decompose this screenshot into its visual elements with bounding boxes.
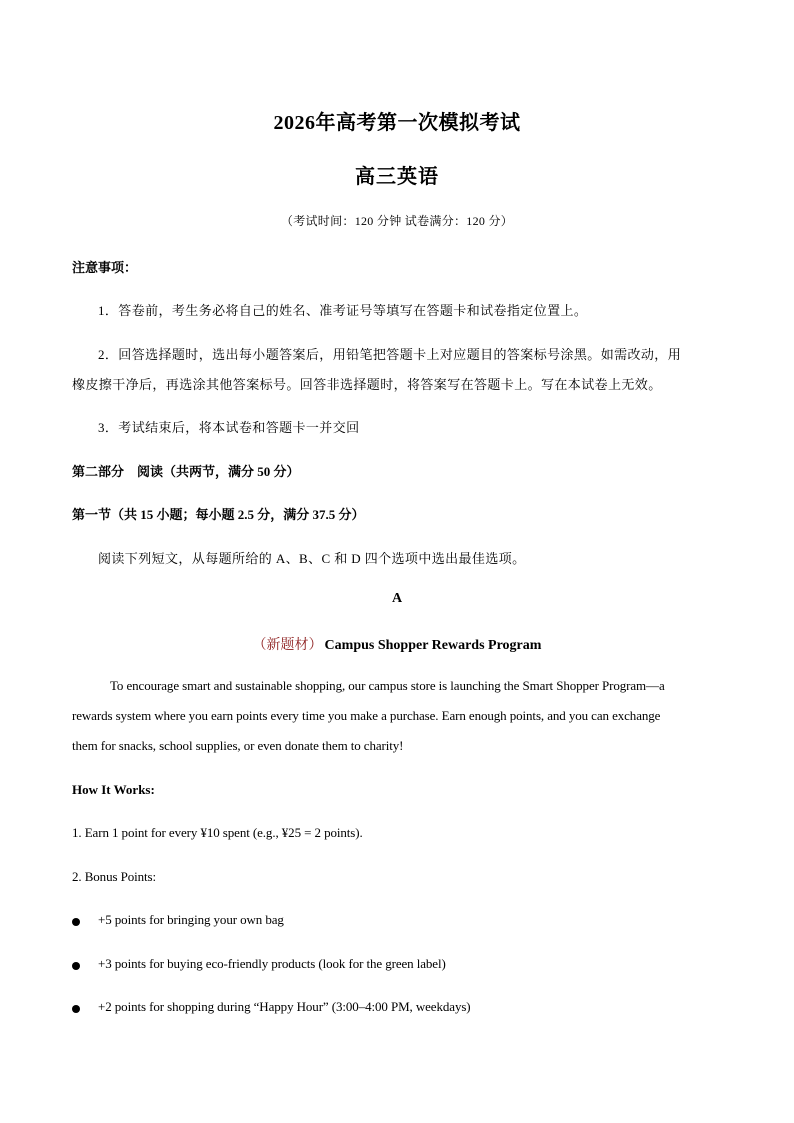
notice-heading: 注意事项： <box>72 260 138 275</box>
bullet-icon <box>72 918 80 926</box>
notice-item-3: 3．考试结束后，将本试卷和答题卡一并交回 <box>98 420 360 435</box>
exam-subject: 高三英语 <box>355 166 439 188</box>
exam-info: （考试时间：120 分钟 试卷满分：120 分） <box>280 214 514 228</box>
notice-item-2-continued: 橡皮擦干净后，再选涂其他答案标号。回答非选择题时，将答案写在答题卡上。写在本试卷上无效。 <box>72 377 662 392</box>
intro-line-2: rewards system where you earn points every time you make a purchase. Earn enough points, and you can exchange <box>72 708 661 723</box>
bonus-item-1: +5 points for bringing your own bag <box>98 912 284 927</box>
rule-1: 1. Earn 1 point for every ¥10 spent (e.g., ¥25 = 2 points). <box>72 825 363 840</box>
passage-tag: （新题材） <box>252 638 323 653</box>
exam-title: 2026年高考第一次模拟考试 <box>273 112 521 134</box>
how-it-works-heading: How It Works: <box>72 782 155 797</box>
intro-line-3: them for snacks, school supplies, or even donate them to charity! <box>72 738 404 753</box>
part-heading: 第二部分 阅读（共两节，满分 50 分） <box>72 464 300 479</box>
passage-title <box>0 634 794 654</box>
reading-instruction: 阅读下列短文，从每题所给的 A、B、C 和 D 四个选项中选出最佳选项。 <box>98 551 526 566</box>
notice-item-2: 2．回答选择题时，选出每小题答案后，用铅笔把答题卡上对应题目的答案标号涂黑。如需改动，用 <box>98 347 682 362</box>
notice-item-1: 1．答卷前，考生务必将自己的姓名、准考证号等填写在答题卡和试卷指定位置上。 <box>98 303 588 318</box>
bonus-item-2: +3 points for buying eco-friendly products (look for the green label) <box>98 956 446 971</box>
subsection-heading: 第一节（共 15 小题；每小题 2.5 分，满分 37.5 分） <box>72 507 365 522</box>
bullet-icon <box>72 962 80 970</box>
intro-line-1: To encourage smart and sustainable shopping, our campus store is launching the Smart Shopper Program—a <box>110 678 665 693</box>
passage-name: Campus Shopper Rewards Program <box>324 638 542 653</box>
passage-letter: A <box>391 591 403 606</box>
rule-2: 2. Bonus Points: <box>72 869 157 884</box>
bullet-icon <box>72 1005 80 1013</box>
bonus-item-3: +2 points for shopping during “Happy Hour” (3:00–4:00 PM, weekdays) <box>98 999 471 1014</box>
